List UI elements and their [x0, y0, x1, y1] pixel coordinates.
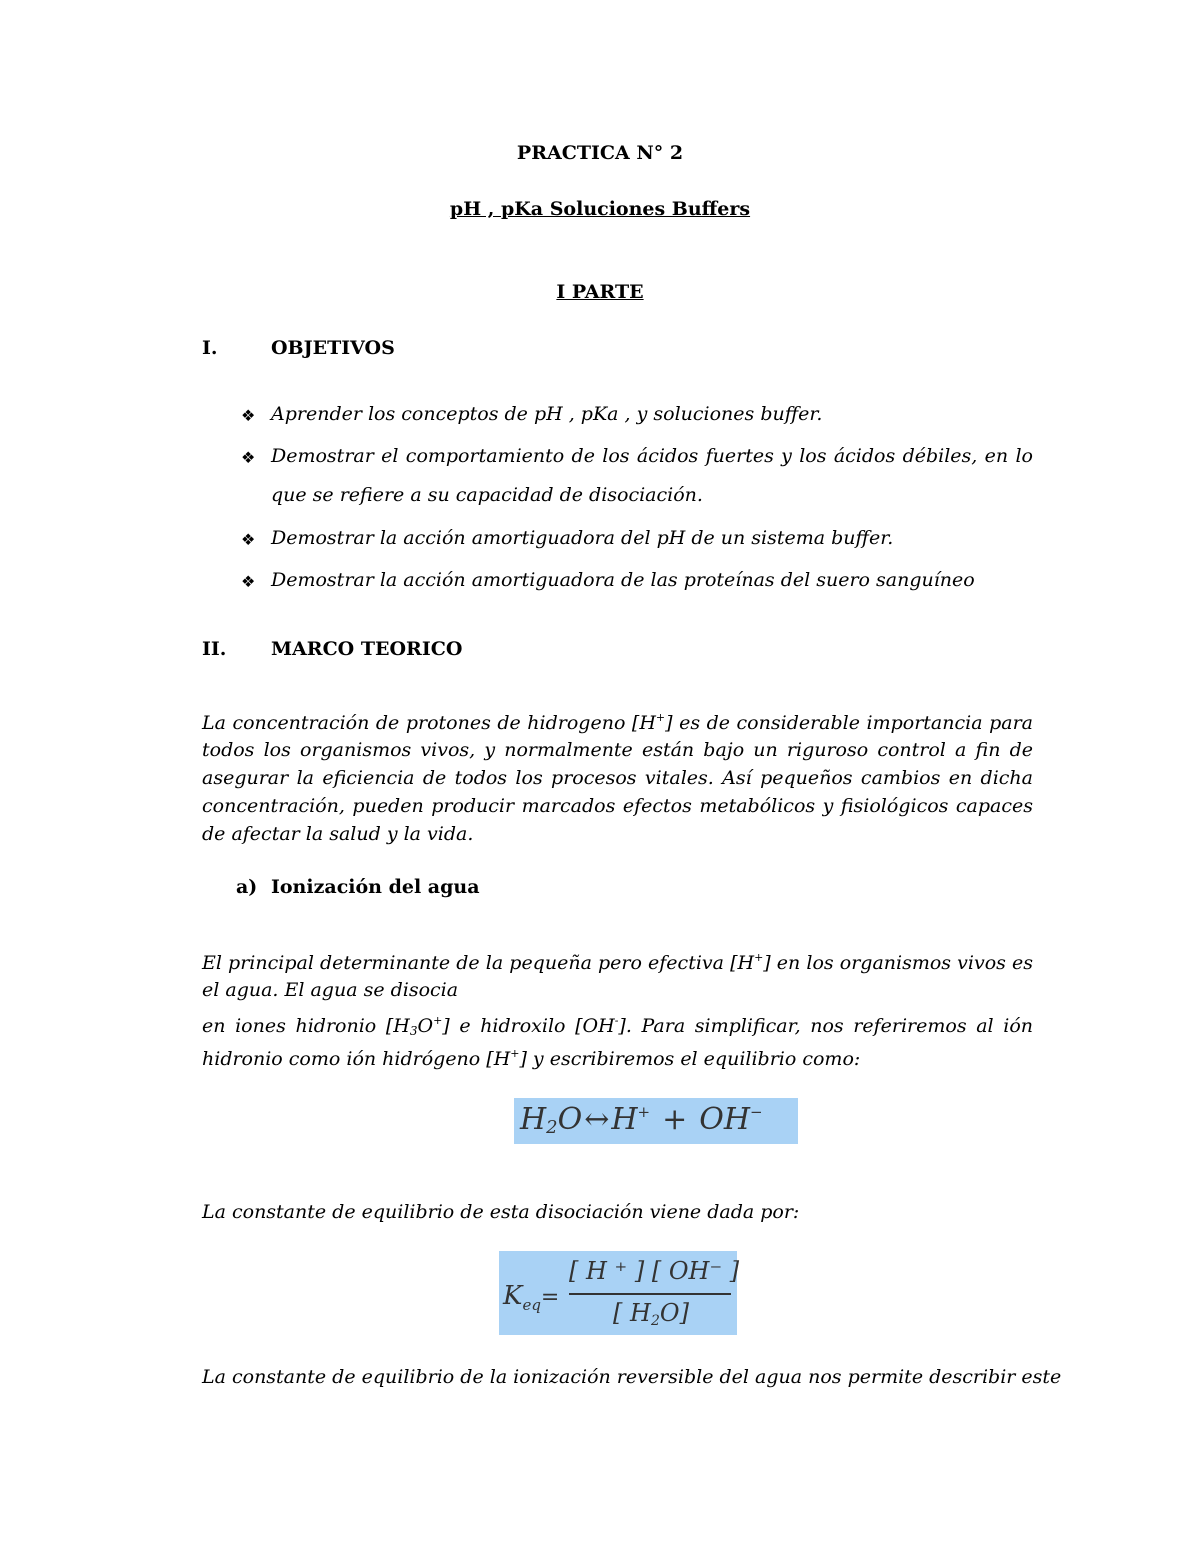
formula-h: H [611, 1102, 638, 1137]
paragraph-line: todos los organismos vivos, y normalmente están bajo un riguroso control a fin de [202, 739, 1033, 761]
text-span: ] y escribiremos el equilibrio como: [519, 1048, 861, 1070]
paragraph-line: La constante de equilibrio de la ionización reversible del agua nos permite describir este [202, 1366, 1062, 1388]
superscript: + [754, 951, 764, 964]
superscript: + [433, 1014, 443, 1027]
page-title: PRACTICA N° 2 [516, 142, 684, 164]
subscript: 3 [409, 1024, 418, 1038]
formula-superscript: + [637, 1103, 651, 1121]
equilibrium-arrow-icon: ↔ [584, 1102, 610, 1137]
formula-k [503, 1281, 559, 1314]
paragraph-line: concentración, pueden producir marcados efectos metabólicos y fisiológicos capaces [202, 795, 1033, 817]
subsection-letter: a) [236, 876, 258, 898]
objective-item: Demostrar la acción amortiguadora del pH de un sistema buffer. [271, 527, 894, 549]
text-span: ] e hidroxilo [OH [442, 1015, 615, 1037]
text-span: ] en los organismos vivos es [763, 952, 1033, 974]
formula-expression [520, 1102, 763, 1138]
superscript: - [614, 1014, 619, 1027]
subtitle-text: pH , pKa Soluciones Buffers [449, 198, 751, 220]
formula-superscript: − [750, 1103, 763, 1121]
text-span: [ H [613, 1299, 651, 1327]
formula-denominator [569, 1299, 733, 1329]
formula-subscript: 2 [546, 1117, 558, 1138]
diamond-bullet-icon: ❖ [241, 530, 256, 549]
paragraph-line [202, 951, 1033, 974]
paragraph-line: asegurar la eficiencia de todos los procesos vitales. Así pequeños cambios en dicha [202, 767, 1033, 789]
formula-numerator: [ H ⁺ ] [ OH⁻ ] [569, 1257, 740, 1285]
paragraph-line: el agua. El agua se disocia [202, 979, 459, 1001]
text-span: ]. Para simplificar, nos referiremos al ión [618, 1015, 1033, 1037]
equilibrium-constant-formula [499, 1251, 740, 1335]
diamond-bullet-icon: ❖ [241, 448, 256, 467]
text-span: O [417, 1015, 434, 1037]
objective-item: Demostrar el comportamiento de los ácidos fuertes y los ácidos débiles, en lo [271, 445, 1033, 467]
formula-subscript: eq [522, 1296, 541, 1314]
water-dissociation-formula [514, 1098, 798, 1144]
section2-number: II. [202, 638, 227, 660]
formula-k-letter: K [503, 1281, 523, 1311]
formula-subscript: 2 [650, 1313, 660, 1329]
fraction-bar [569, 1293, 731, 1295]
text-span: O] [659, 1299, 689, 1327]
section2-heading: MARCO TEORICO [271, 638, 463, 660]
paragraph-line [202, 1014, 1033, 1038]
paragraph-line: La constante de equilibrio de esta disociación viene dada por: [202, 1201, 800, 1223]
superscript: + [655, 711, 666, 724]
formula-h: H [520, 1102, 547, 1137]
text-span: ] es de considerable importancia para [665, 712, 1033, 734]
paragraph-line [202, 1047, 860, 1070]
section1-heading: OBJETIVOS [271, 337, 395, 359]
paragraph-line [202, 711, 1033, 734]
objective-item: Aprender los conceptos de pH , pKa , y soluciones buffer. [271, 403, 823, 425]
text-span: hidronio como ión hidrógeno [H [202, 1048, 511, 1070]
text-span: en iones hidronio [H [202, 1015, 410, 1037]
diamond-bullet-icon: ❖ [241, 406, 256, 425]
diamond-bullet-icon: ❖ [241, 572, 256, 591]
subsection-heading: Ionización del agua [271, 876, 480, 898]
section1-number: I. [202, 337, 218, 359]
part-text: I PARTE [556, 281, 644, 303]
text-span: El principal determinante de la pequeña pero efectiva [H [202, 952, 755, 974]
text-span: La concentración de protones de hidrogeno [H [202, 712, 656, 734]
formula-oh: OH [699, 1102, 751, 1137]
formula-equals: = [540, 1285, 560, 1310]
superscript: + [510, 1047, 520, 1060]
formula-o: O [557, 1102, 583, 1137]
paragraph-line: de afectar la salud y la vida. [202, 823, 474, 845]
part-heading [0, 281, 1200, 303]
objective-item-continued: que se refiere a su capacidad de disociación. [271, 484, 703, 506]
objective-item: Demostrar la acción amortiguadora de las proteínas del suero sanguíneo [271, 569, 975, 591]
page-subtitle [0, 198, 1200, 220]
formula-plus: + [662, 1102, 688, 1137]
